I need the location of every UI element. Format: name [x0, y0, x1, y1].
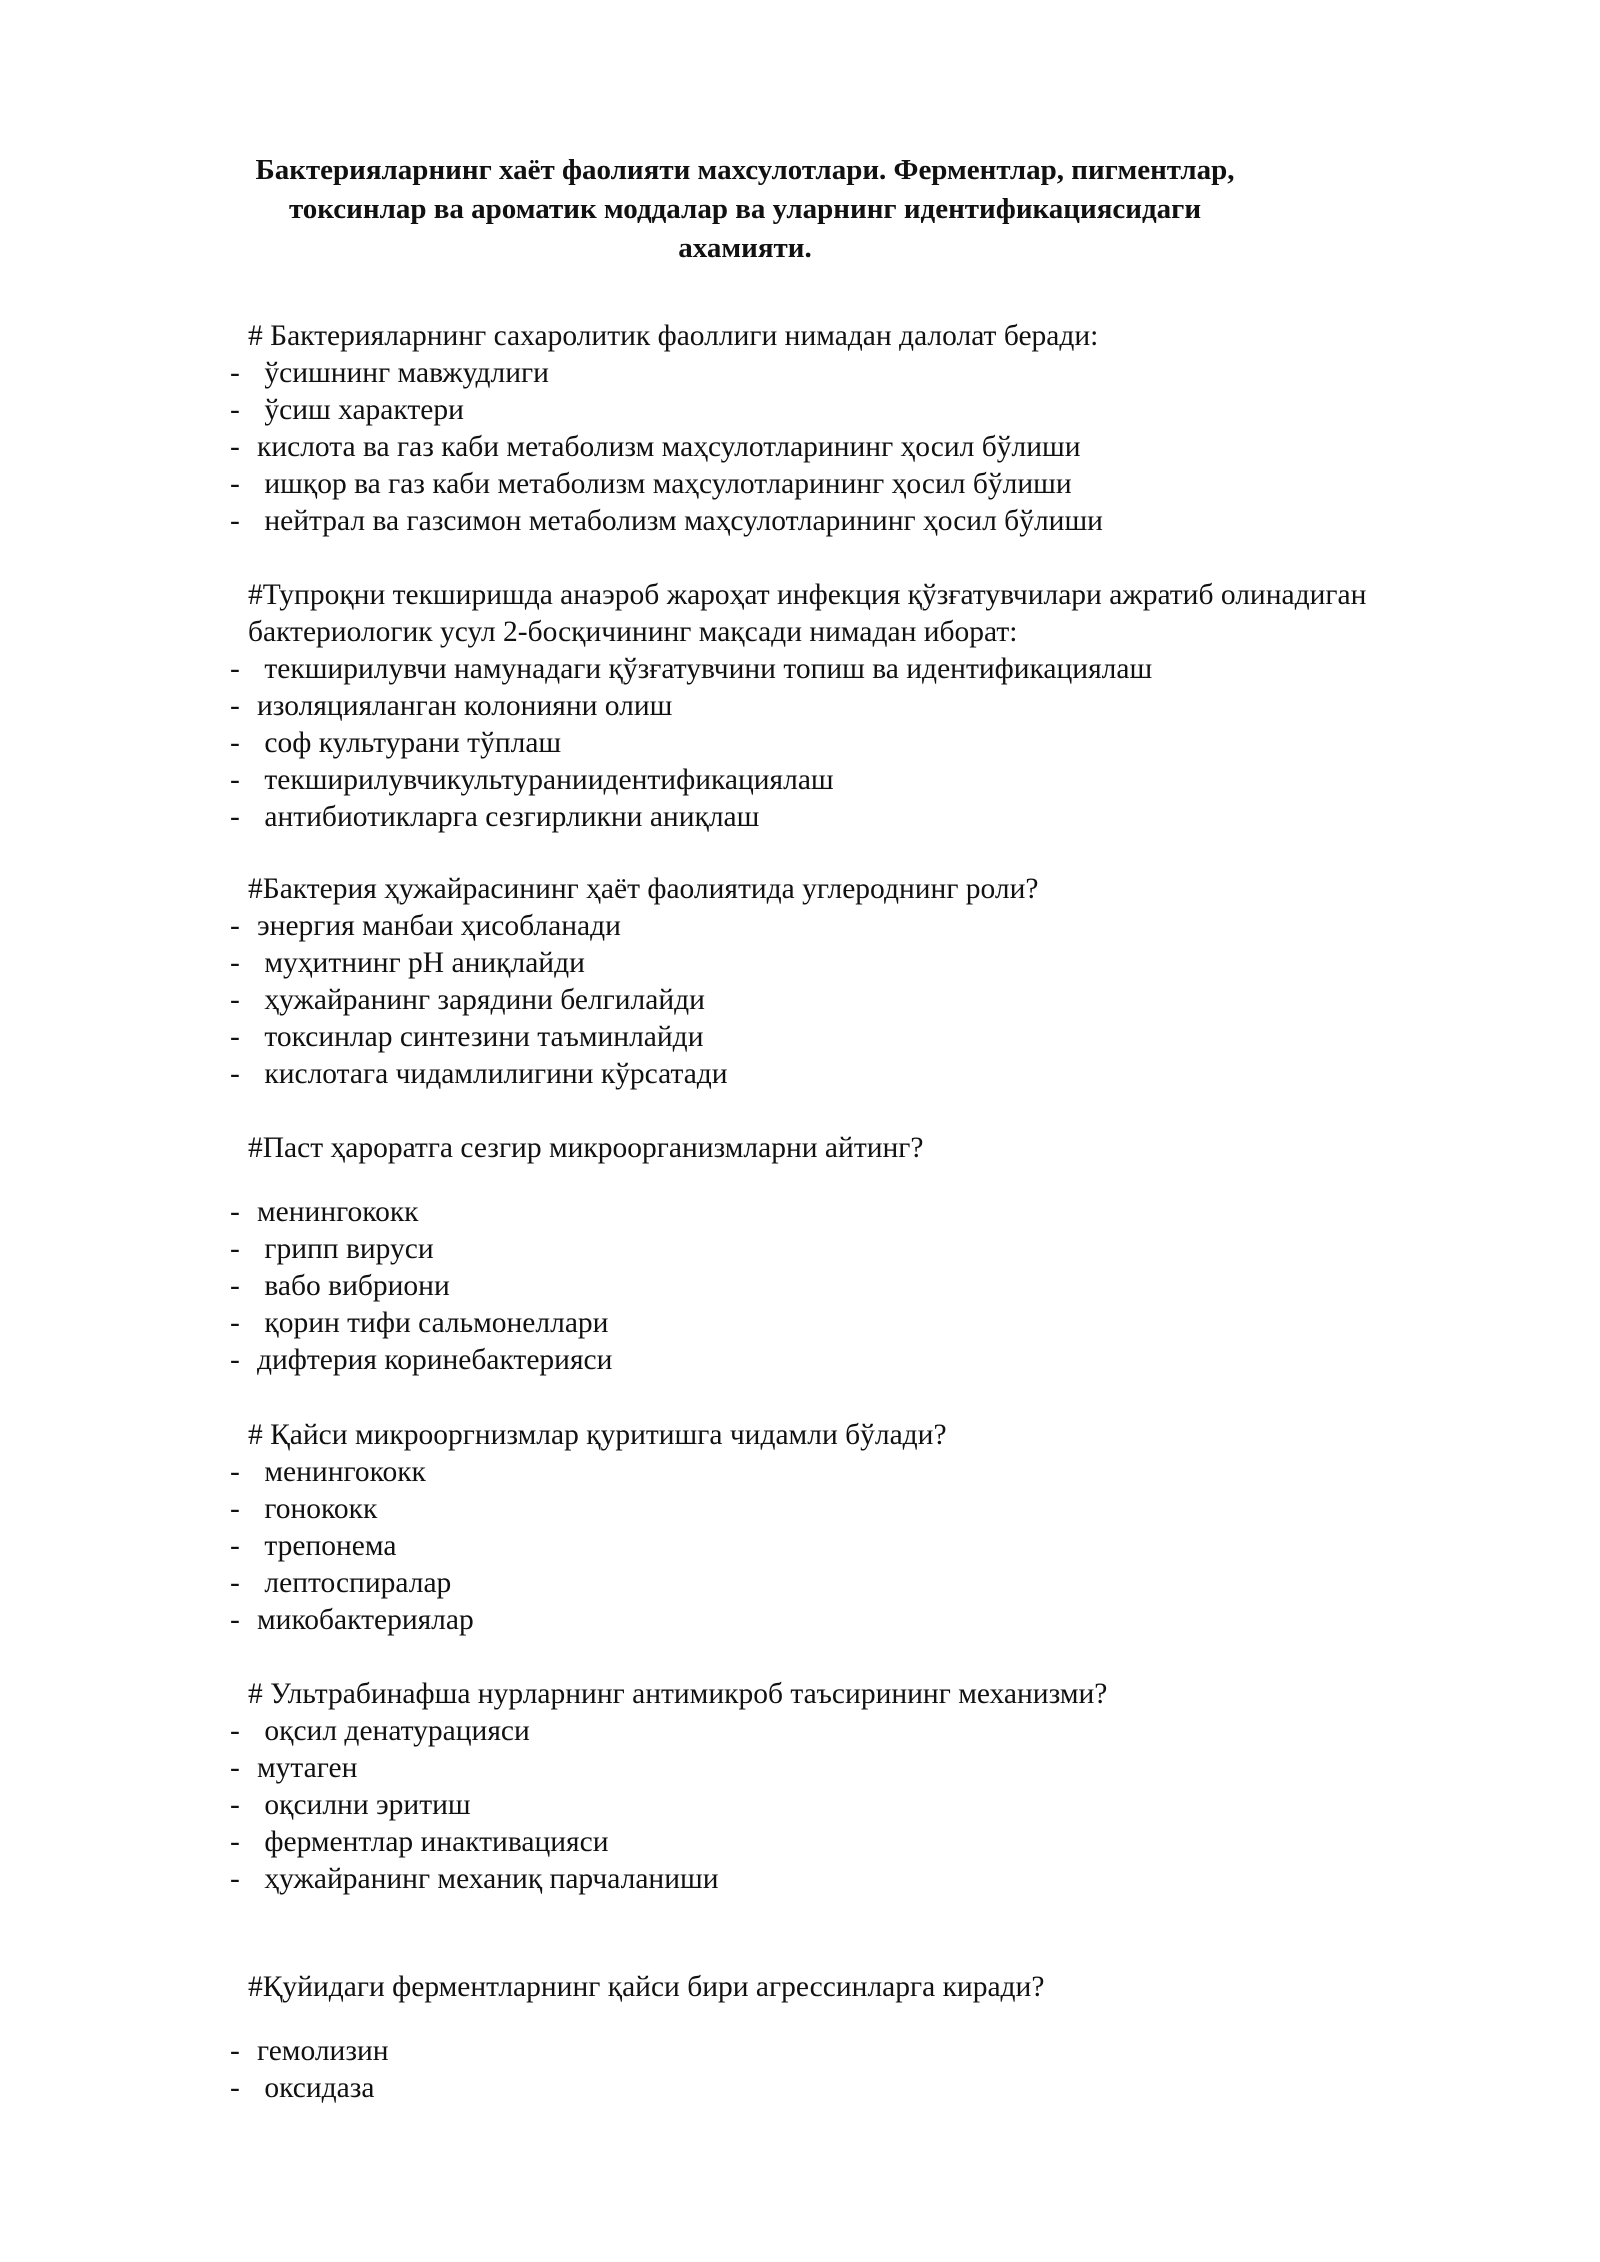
answer-option [230, 982, 705, 1019]
answer-option [230, 1491, 377, 1528]
dash-marker: - [230, 690, 240, 722]
answer-text: ишқор ва газ каби метаболизм маҳсулотларининг ҳосил бўлиши [257, 468, 1072, 500]
answer-text: вабо вибриони [257, 1270, 450, 1302]
answer-text: соф культурани тўплаш [257, 727, 562, 759]
dash-marker: - [230, 1493, 240, 1525]
question-text: #Тупроқни текширишда анаэроб жароҳат инфекция қўзғатувчилари ажратиб олинадиган [248, 579, 1367, 611]
dash-marker: - [230, 653, 240, 685]
question-text: #Қуйидаги ферментларнинг қайси бири агрессинларга киради? [248, 1971, 1045, 2003]
dash-marker: - [230, 1715, 240, 1747]
dash-marker: - [230, 1863, 240, 1895]
dash-marker: - [230, 2035, 240, 2067]
answer-text: қорин тифи сальмонеллари [257, 1307, 609, 1339]
dash-marker: - [230, 468, 240, 500]
dash-marker: - [230, 1604, 240, 1636]
answer-text: трепонема [257, 1530, 397, 1562]
answer-text: нейтрал ва газсимон метаболизм маҳсулотларининг ҳосил бўлиши [257, 505, 1103, 537]
dash-marker: - [230, 394, 240, 426]
answer-option [230, 355, 549, 392]
question-text: #Паст ҳароратга сезгир микроорганизмларни айтинг? [248, 1132, 924, 1164]
answer-text: текширилувчикультураниидентификациялаш [257, 764, 834, 796]
question-text: # Ультрабинафша нурларнинг антимикроб таъсирининг механизми? [248, 1678, 1108, 1710]
answer-option [230, 1056, 728, 1093]
answer-option [230, 1787, 471, 1824]
answer-text: токсинлар синтезини таъминлайди [257, 1021, 704, 1053]
answer-option [230, 1565, 451, 1602]
dash-marker: - [230, 1270, 240, 1302]
answer-option [230, 688, 672, 725]
answer-text: текширилувчи намунадаги қўзғатувчини топиш ва идентификациялаш [257, 653, 1153, 685]
answer-option [230, 503, 1103, 540]
dash-marker: - [230, 1826, 240, 1858]
answer-text: ўсишнинг мавжудлиги [257, 357, 549, 389]
answer-text: менингококк [257, 1196, 419, 1228]
answer-text: гемолизин [257, 2035, 389, 2067]
dash-marker: - [230, 1196, 240, 1228]
question-text-continued: бактериологик усул 2-босқичининг мақсади нимадан иборат: [248, 616, 1018, 648]
answer-text: гонококк [257, 1493, 378, 1525]
answer-text: ферментлар инактивацияси [257, 1826, 609, 1858]
answer-option [230, 1528, 396, 1565]
answer-option [230, 1824, 608, 1861]
answer-option [230, 1713, 530, 1750]
document-title [230, 151, 1260, 268]
answer-text: лептоспиралар [257, 1567, 452, 1599]
dash-marker: - [230, 801, 240, 833]
answer-text: грипп вируси [257, 1233, 434, 1265]
dash-marker: - [230, 505, 240, 537]
answer-text: кислота ва газ каби метаболизм маҳсулотларининг ҳосил бўлиши [257, 431, 1081, 463]
dash-marker: - [230, 1530, 240, 1562]
answer-option [230, 1602, 474, 1639]
answer-text: ўсиш характери [257, 394, 464, 426]
answer-option [230, 762, 834, 799]
answer-option [230, 1231, 434, 1268]
answer-option [230, 1268, 450, 1305]
dash-marker: - [230, 1567, 240, 1599]
dash-marker: - [230, 910, 240, 942]
answer-option [230, 1019, 703, 1056]
dash-marker: - [230, 357, 240, 389]
answer-option [230, 1305, 608, 1342]
dash-marker: - [230, 984, 240, 1016]
dash-marker: - [230, 1058, 240, 1090]
answer-text: микобактериялар [257, 1604, 474, 1636]
dash-marker: - [230, 2072, 240, 2104]
answer-text: антибиотикларга сезгирликни аниқлаш [257, 801, 760, 833]
answer-option [230, 2070, 374, 2107]
answer-option [230, 725, 561, 762]
title-line-2: токсинлар ва ароматик моддалар ва уларнинг идентификациясидаги ахамияти. [288, 193, 1202, 264]
answer-option [230, 1194, 419, 1231]
question-text: #Бактерия ҳужайрасининг ҳаёт фаолиятида углероднинг роли? [248, 873, 1039, 905]
answer-option [230, 429, 1081, 466]
answer-option [230, 1454, 426, 1491]
answer-text: энергия манбаи ҳисобланади [257, 910, 621, 942]
title-line-1: Бактерияларнинг хаёт фаолияти махсулотлари. Ферментлар, пигментлар, [255, 154, 1235, 186]
dash-marker: - [230, 431, 240, 463]
answer-option [230, 908, 621, 945]
answer-option [230, 1750, 357, 1787]
answer-text: оқсилни эритиш [257, 1789, 471, 1821]
dash-marker: - [230, 1456, 240, 1488]
answer-text: дифтерия коринебактерияси [257, 1344, 613, 1376]
answer-text: муҳитнинг pH аниқлайди [257, 947, 585, 979]
answer-option [230, 392, 464, 429]
answer-option [230, 2033, 389, 2070]
dash-marker: - [230, 947, 240, 979]
answer-text: оқсил денатурацияси [257, 1715, 530, 1747]
dash-marker: - [230, 1344, 240, 1376]
answer-option [230, 1861, 719, 1898]
answer-option [230, 651, 1152, 688]
dash-marker: - [230, 764, 240, 796]
dash-marker: - [230, 727, 240, 759]
dash-marker: - [230, 1233, 240, 1265]
answer-text: кислотага чидамлилигини кўрсатади [257, 1058, 728, 1090]
answer-option [230, 945, 585, 982]
dash-marker: - [230, 1021, 240, 1053]
answer-text: оксидаза [257, 2072, 375, 2104]
answer-option [230, 466, 1072, 503]
dash-marker: - [230, 1307, 240, 1339]
answer-option [230, 799, 759, 836]
answer-text: менингококк [257, 1456, 426, 1488]
answer-text: ҳужайранинг зарядини белгилайди [257, 984, 705, 1016]
answer-text: ҳужайранинг механиқ парчаланиши [257, 1863, 719, 1895]
question-text: # Қайси микрооргнизмлар қуритишга чидамли бўлади? [248, 1419, 947, 1451]
dash-marker: - [230, 1752, 240, 1784]
dash-marker: - [230, 1789, 240, 1821]
question-text: # Бактерияларнинг сахаролитик фаоллиги нимадан далолат беради: [248, 320, 1099, 352]
answer-option [230, 1342, 612, 1379]
answer-text: мутаген [257, 1752, 358, 1784]
answer-text: изоляцияланган колонияни олиш [257, 690, 673, 722]
